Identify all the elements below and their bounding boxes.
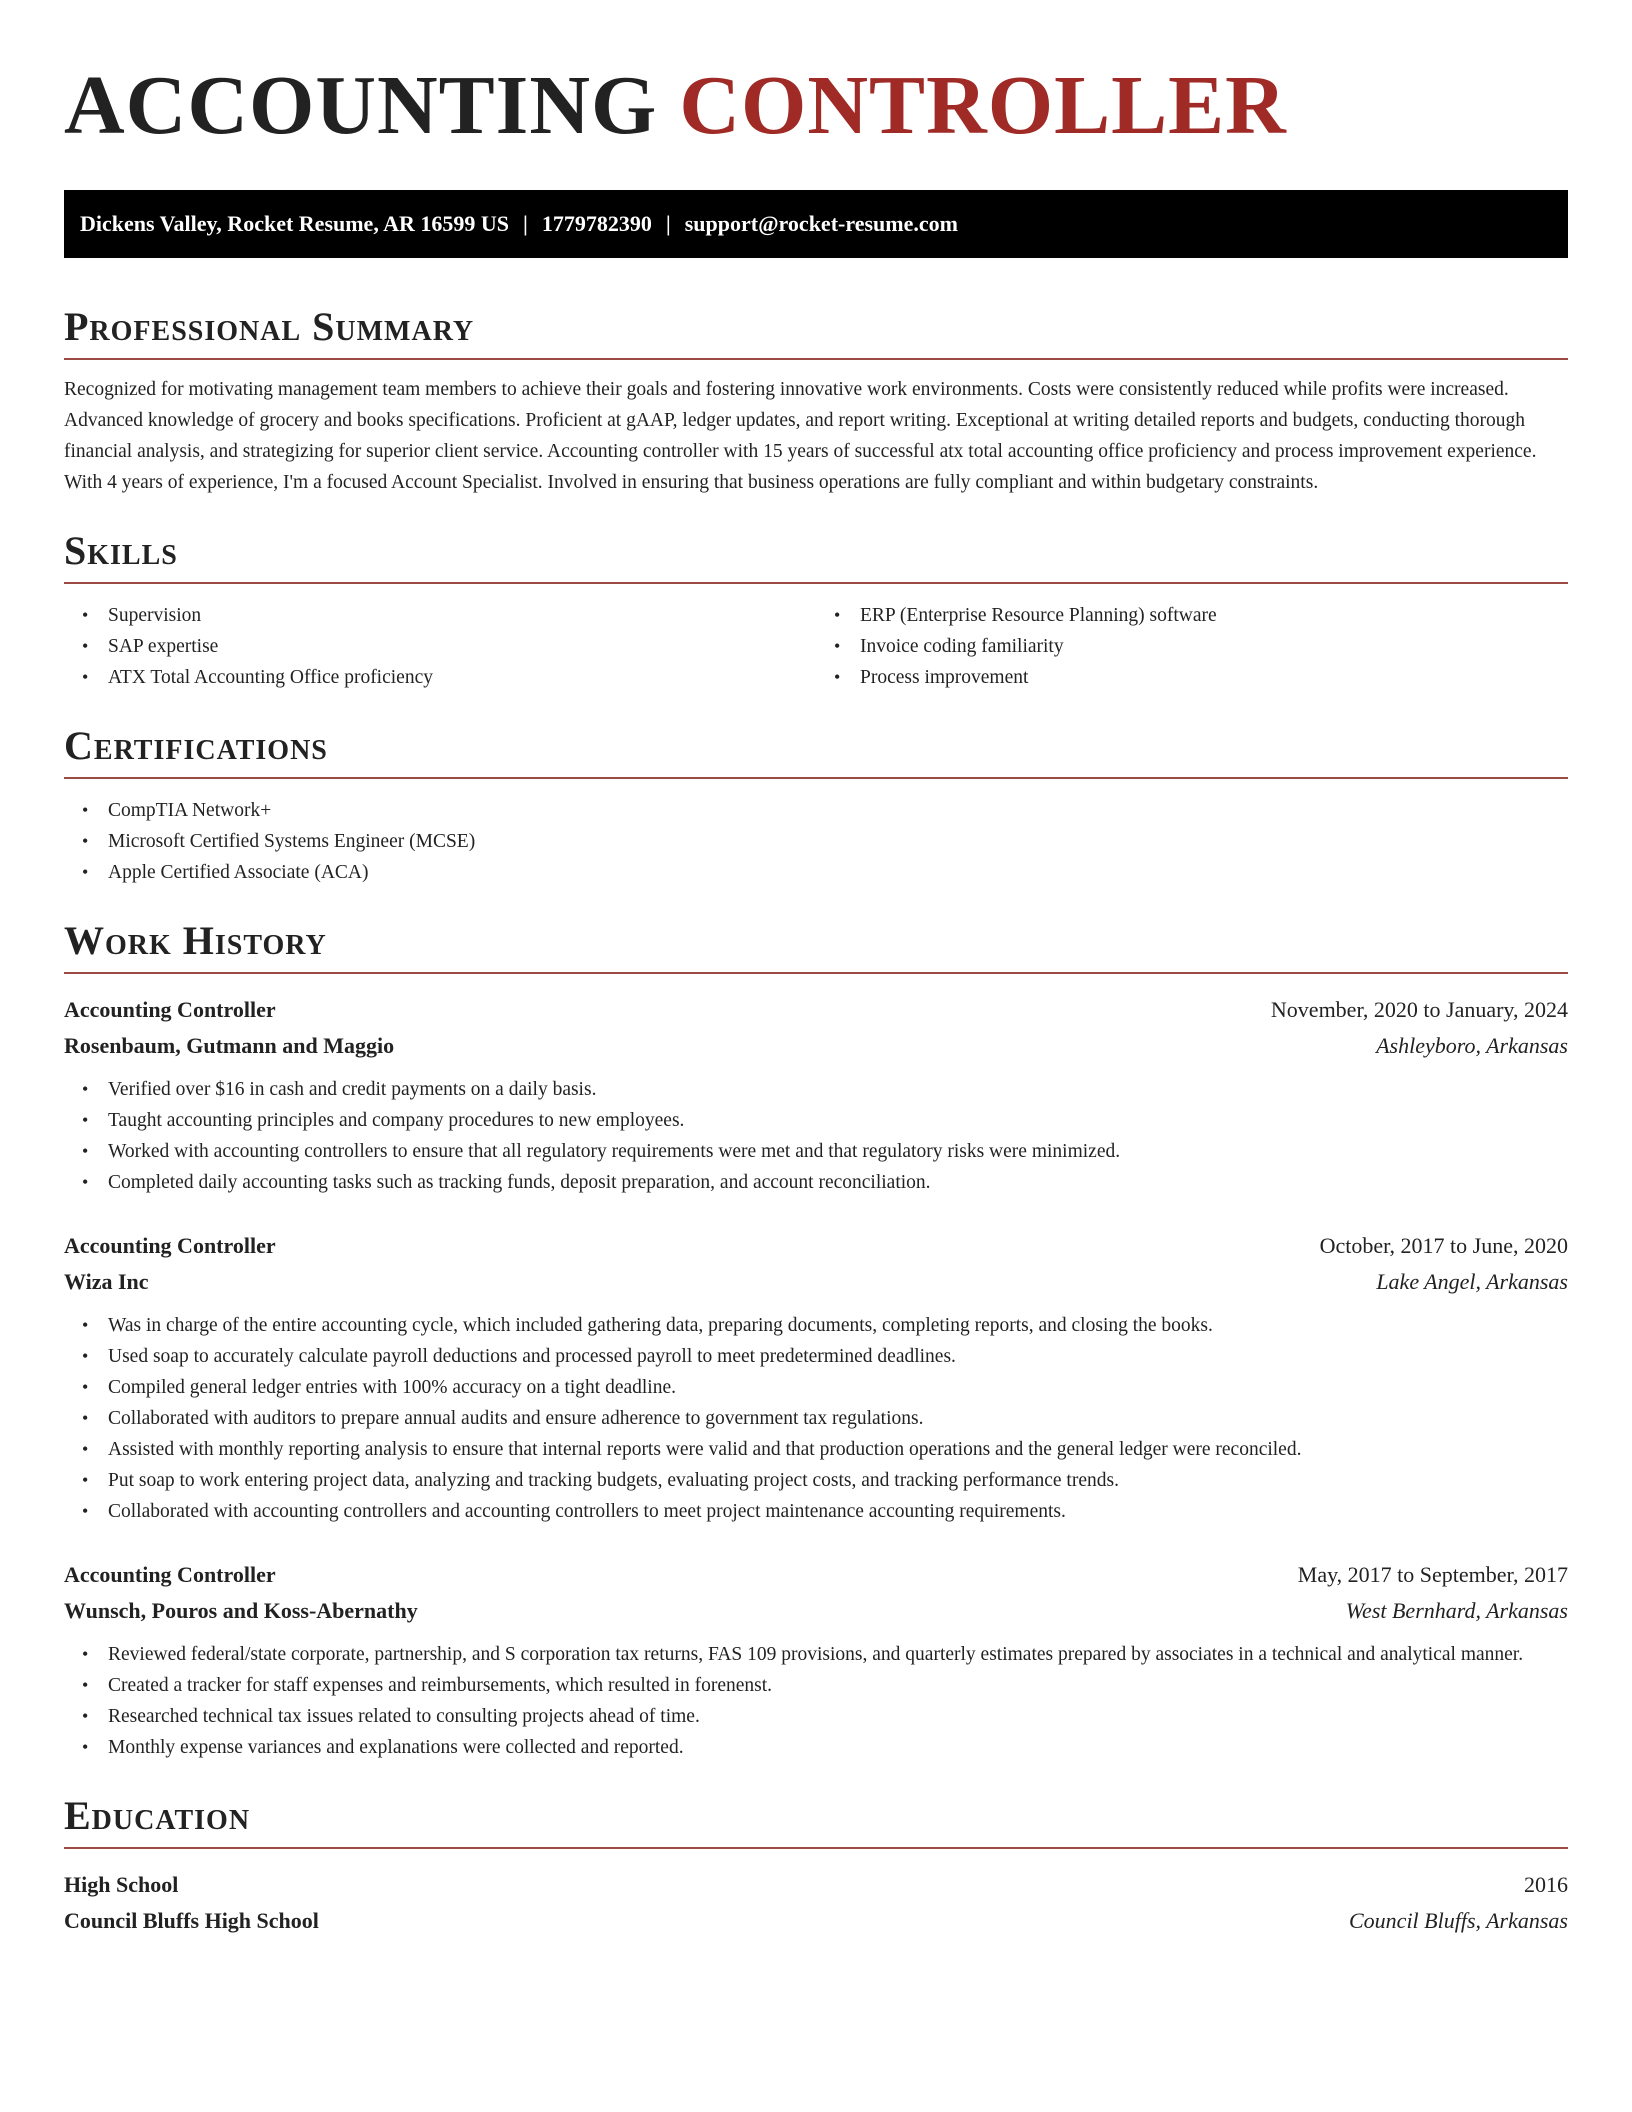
skill-item: • Invoice coding familiarity — [860, 631, 1568, 662]
job-bullets — [64, 1639, 1568, 1763]
job-bullet: • Was in charge of the entire accounting cycle, which included gathering data, preparing documents, completing reports, and closing the books. — [108, 1310, 1568, 1341]
job-bullet: • Created a tracker for staff expenses and reimbursements, which resulted in forenenst. — [108, 1670, 1568, 1701]
skill-item: • ERP (Enterprise Resource Planning) software — [860, 600, 1568, 631]
contact-separator: | — [665, 211, 671, 236]
job-entry — [64, 992, 1568, 1198]
job-title: Accounting Controller — [64, 997, 276, 1022]
job-dates: October, 2017 to June, 2020 — [1319, 1233, 1568, 1258]
job-company: Rosenbaum, Gutmann and Maggio — [64, 1033, 395, 1058]
skill-item: • Process improvement — [860, 662, 1568, 693]
skills-grid — [64, 600, 1568, 693]
job-bullet: • Used soap to accurately calculate payroll deductions and processed payroll to meet predetermined deadlines. — [108, 1341, 1568, 1372]
name-last: CONTROLLER — [679, 59, 1287, 152]
job-title: Accounting Controller — [64, 1562, 276, 1587]
job-bullets — [64, 1310, 1568, 1527]
job-company-row — [64, 1593, 1568, 1629]
job-company-row — [64, 1264, 1568, 1300]
job-bullet: • Collaborated with accounting controllers and accounting controllers to meet project maintenance accounting requirements. — [108, 1496, 1568, 1527]
job-location: West Bernhard, Arkansas — [1345, 1598, 1568, 1623]
section-divider — [64, 1847, 1568, 1849]
job-location: Ashleyboro, Arkansas — [1376, 1033, 1568, 1058]
skill-item: • SAP expertise — [108, 631, 816, 662]
job-bullet: • Monthly expense variances and explanations were collected and reported. — [108, 1732, 1568, 1763]
job-bullets — [64, 1074, 1568, 1198]
job-location: Lake Angel, Arkansas — [1376, 1269, 1568, 1294]
education-school-row — [64, 1903, 1568, 1939]
job-header-row — [64, 992, 1568, 1028]
work-history-heading: Work History — [64, 918, 327, 963]
job-dates: November, 2020 to January, 2024 — [1270, 997, 1568, 1022]
job-bullet: • Worked with accounting controllers to ensure that all regulatory requirements were met and that regulatory risks were minimized. — [108, 1136, 1568, 1167]
job-company-row — [64, 1028, 1568, 1064]
education-heading: Education — [64, 1793, 251, 1838]
education-header-row — [64, 1867, 1568, 1903]
job-bullet: • Reviewed federal/state corporate, partnership, and S corporation tax returns, FAS 109 provisions, and quarterly estimates prepared by associates in a technical and analytical manner. — [108, 1639, 1568, 1670]
skill-item: • Supervision — [108, 600, 816, 631]
certification-item: • CompTIA Network+ — [108, 795, 1568, 826]
job-title: Accounting Controller — [64, 1233, 276, 1258]
education-year: 2016 — [1524, 1872, 1568, 1897]
job-bullet: • Collaborated with auditors to prepare annual audits and ensure adherence to government tax regulations. — [108, 1403, 1568, 1434]
job-bullet: • Put soap to work entering project data, analyzing and tracking budgets, evaluating project costs, and tracking performance trends. — [108, 1465, 1568, 1496]
job-bullet: • Verified over $16 in cash and credit payments on a daily basis. — [108, 1074, 1568, 1105]
job-dates: May, 2017 to September, 2017 — [1297, 1562, 1568, 1587]
education-degree: High School — [64, 1872, 179, 1897]
certifications-list — [64, 795, 1568, 888]
section-divider — [64, 582, 1568, 584]
job-bullet: • Assisted with monthly reporting analysis to ensure that internal reports were valid and that production operations and the general ledger were reconciled. — [108, 1434, 1568, 1465]
resume-page — [64, 0, 1568, 1939]
section-divider — [64, 358, 1568, 360]
education-entry — [64, 1867, 1568, 1939]
skills-list-left — [64, 600, 816, 693]
contact-bar — [64, 190, 1568, 258]
job-entry — [64, 1557, 1568, 1763]
job-company: Wunsch, Pouros and Koss-Abernathy — [64, 1598, 418, 1623]
resume-name — [64, 58, 1568, 154]
job-company: Wiza Inc — [64, 1269, 149, 1294]
job-header-row — [64, 1228, 1568, 1264]
education-school: Council Bluffs High School — [64, 1908, 319, 1933]
job-bullet: • Researched technical tax issues related to consulting projects ahead of time. — [108, 1701, 1568, 1732]
education-location: Council Bluffs, Arkansas — [1349, 1908, 1568, 1933]
job-header-row — [64, 1557, 1568, 1593]
certifications-section — [64, 721, 1568, 888]
skills-heading: Skills — [64, 528, 178, 573]
contact-separator: | — [523, 211, 528, 236]
work-history-section — [64, 916, 1568, 1763]
skills-list-right — [816, 600, 1568, 693]
certification-item: • Apple Certified Associate (ACA) — [108, 857, 1568, 888]
summary-text: Recognized for motivating management team members to achieve their goals and fostering innovative work environments. Costs were consistently reduced while profits were increased. Advanced knowledge of grocery and books specifications. Proficient at gAAP, ledger updates, and report writing. Exceptional at writing detailed reports and budgets, conducting thorough financial analysis, and strategizing for superior client service. Accounting controller with 15 years of successful atx total accounting office proficiency and process improvement experience. With 4 years of experience, I'm a focused Account Specialist. Involved in ensuring that business operations are fully compliant and within budgetary constraints. — [64, 379, 1537, 493]
skill-item: • ATX Total Accounting Office proficiency — [108, 662, 816, 693]
name-first: ACCOUNTING — [64, 59, 658, 152]
summary-heading: Professional Summary — [64, 304, 475, 349]
section-divider — [64, 777, 1568, 779]
contact-email: support@rocket-resume.com — [684, 211, 958, 236]
contact-phone: 1779782390 — [541, 211, 652, 236]
certifications-heading: Certifications — [64, 723, 328, 768]
contact-address: Dickens Valley, Rocket Resume, AR 16599 US — [80, 211, 510, 236]
job-bullet: • Taught accounting principles and company procedures to new employees. — [108, 1105, 1568, 1136]
job-entry — [64, 1228, 1568, 1527]
certification-item: • Microsoft Certified Systems Engineer (MCSE) — [108, 826, 1568, 857]
education-section — [64, 1791, 1568, 1939]
skills-section — [64, 526, 1568, 693]
job-bullet: • Compiled general ledger entries with 100% accuracy on a tight deadline. — [108, 1372, 1568, 1403]
job-bullet: • Completed daily accounting tasks such as tracking funds, deposit preparation, and account reconciliation. — [108, 1167, 1568, 1198]
section-divider — [64, 972, 1568, 974]
summary-section — [64, 302, 1568, 498]
